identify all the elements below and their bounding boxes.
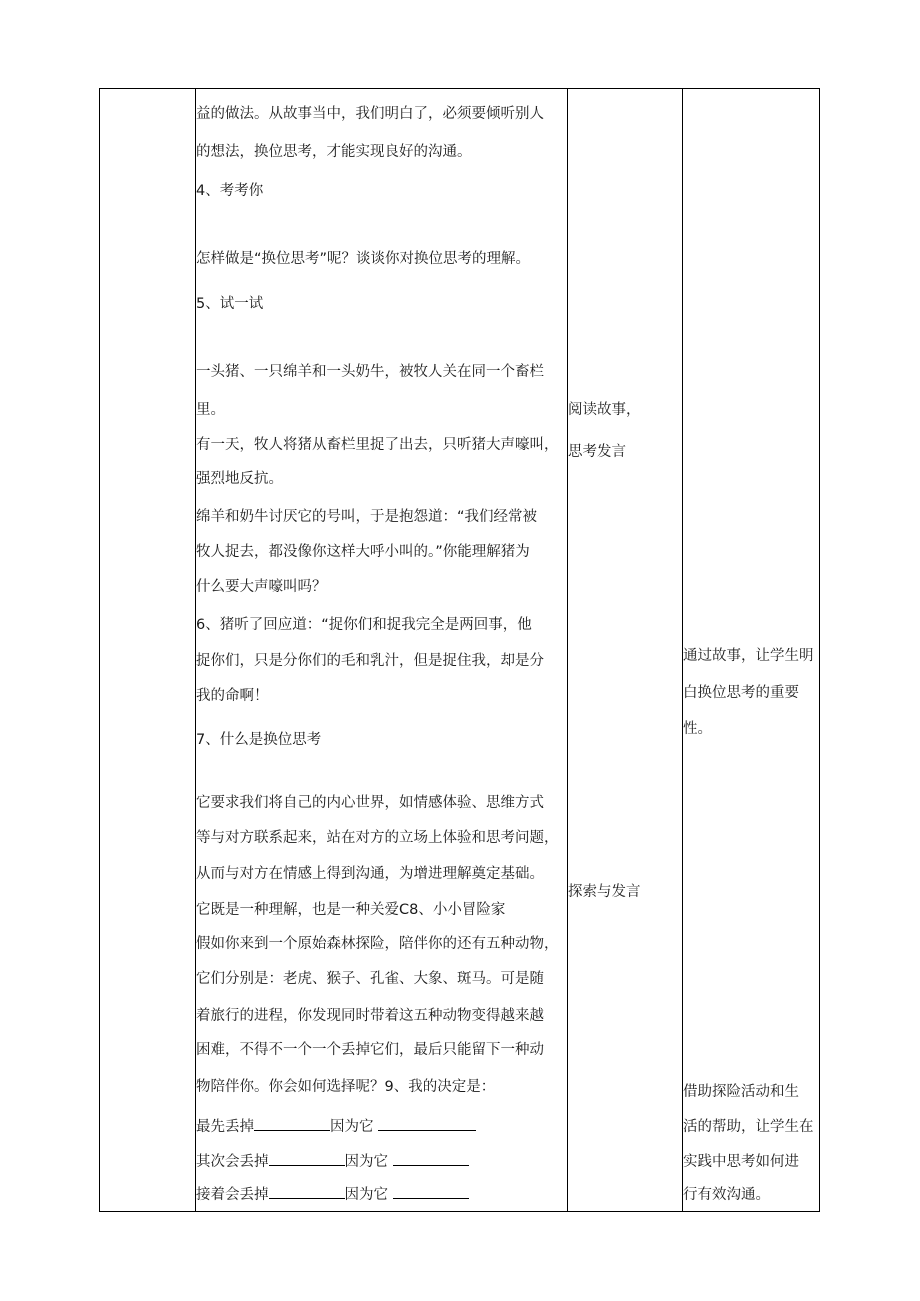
content-line: 的想法，换位思考，才能实现良好的沟通。 xyxy=(196,144,472,160)
content-line: 6、猪听了回应道：“捉你们和捉我完全是两回事，他 xyxy=(196,617,532,633)
content-line: 里。 xyxy=(196,402,225,418)
content-line: 从而与对方在情感上得到沟通，为增进理解奠定基础。 xyxy=(196,866,544,882)
student-activity-line: 探索与发言 xyxy=(568,884,641,900)
fill-label: 最先丢掉 xyxy=(196,1119,254,1135)
design-intent-line: 实践中思考如何进 xyxy=(683,1154,799,1170)
content-line: 有一天，牧人将猪从畜栏里捉了出去，只听猪大声嚎叫， xyxy=(196,437,559,453)
content-line: 着旅行的进程，你发现同时带着这五种动物变得越来越 xyxy=(196,1008,544,1024)
section-heading: 7、什么是换位思考 xyxy=(196,732,322,748)
design-intent-line: 性。 xyxy=(683,721,712,737)
blank-line xyxy=(269,1186,345,1199)
student-activity-cell xyxy=(568,89,682,1211)
content-line: 强烈地反抗。 xyxy=(196,471,283,487)
content-line: 困难，不得不一个一个丢掉它们，最后只能留下一种动 xyxy=(196,1042,544,1058)
fill-row-second xyxy=(196,1152,469,1172)
content-line: 物陪伴你。你会如何选择呢？9、我的决定是： xyxy=(196,1079,496,1095)
teaching-content-cell xyxy=(196,89,567,1211)
fill-row-first xyxy=(196,1117,476,1137)
content-line: 绵羊和奶牛讨厌它的号叫，于是抱怨道：“我们经常被 xyxy=(196,509,538,525)
content-line: 牧人捉去，都没像你这样大呼小叫的。”你能理解猪为 xyxy=(196,544,530,560)
design-intent-line: 行有效沟通。 xyxy=(683,1187,770,1203)
blank-line xyxy=(269,1153,345,1166)
student-activity-line: 思考发言 xyxy=(568,444,626,460)
content-line: 它要求我们将自己的内心世界，如情感体验、思维方式 xyxy=(196,795,544,811)
design-intent-line: 活的帮助，让学生在 xyxy=(683,1119,814,1135)
blank-line xyxy=(393,1153,469,1166)
content-line: 捉你们，只是分你们的毛和乳汁，但是捉住我，却是分 xyxy=(196,653,544,669)
fill-label: 因为它 xyxy=(330,1119,374,1135)
content-line: 怎样做是“换位思考”呢？谈谈你对换位思考的理解。 xyxy=(196,251,531,267)
design-intent-cell xyxy=(683,89,820,1211)
content-line: 假如你来到一个原始森林探险，陪伴你的还有五种动物， xyxy=(196,936,559,952)
stage-column-cell xyxy=(100,89,195,1211)
fill-label: 其次会丢掉 xyxy=(196,1154,269,1170)
fill-label: 因为它 xyxy=(344,1154,388,1170)
content-line: 等与对方联系起来，站在对方的立场上体验和思考问题， xyxy=(196,830,559,846)
blank-line xyxy=(378,1118,476,1131)
design-intent-line: 白换位思考的重要 xyxy=(683,685,799,701)
content-line: 一头猪、一只绵羊和一头奶牛，被牧人关在同一个畜栏 xyxy=(196,364,544,380)
content-line: 它既是一种理解，也是一种关爱C8、小小冒险家 xyxy=(196,902,506,918)
blank-line xyxy=(393,1186,469,1199)
section-heading: 5、试一试 xyxy=(196,296,264,312)
content-line: 它们分别是：老虎、猴子、孔雀、大象、斑马。可是随 xyxy=(196,971,544,987)
fill-label: 因为它 xyxy=(344,1187,388,1203)
fill-label: 接着会丢掉 xyxy=(196,1187,269,1203)
design-intent-line: 借助探险活动和生 xyxy=(683,1084,799,1100)
section-heading: 4、考考你 xyxy=(196,183,264,199)
fill-row-third xyxy=(196,1185,469,1205)
content-line: 我的命啊！ xyxy=(196,688,269,704)
lesson-plan-table xyxy=(99,88,820,1212)
content-line: 什么要大声嚎叫吗？ xyxy=(196,579,327,595)
student-activity-line: 阅读故事， xyxy=(568,402,641,418)
content-line: 益的做法。从故事当中，我们明白了，必须要倾听别人 xyxy=(196,106,544,122)
design-intent-line: 通过故事，让学生明 xyxy=(683,648,814,664)
blank-line xyxy=(254,1118,330,1131)
